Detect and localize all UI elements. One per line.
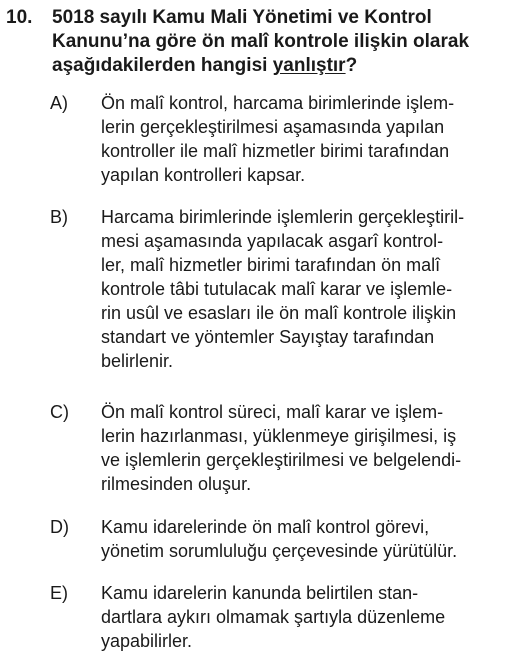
question-stem-text: aşağıdakilerden hangisi <box>52 55 273 76</box>
option-line: yönetim sorumluluğu çerçevesinde yürütülür. <box>101 541 458 561</box>
question-stem-line <box>52 54 512 78</box>
question-stem-line: 5018 sayılı Kamu Mali Yönetimi ve Kontrol <box>52 7 432 28</box>
option-letter: C) <box>50 402 69 422</box>
option-line: kontroller ile malî hizmetler birimi tarafından <box>101 141 450 161</box>
option-line: standart ve yöntemler Sayıştay tarafından <box>101 327 435 347</box>
option-line: lerin hazırlanması, yüklenmeye girişilmesi, iş <box>101 426 457 446</box>
option-line: belirlenir. <box>101 351 174 371</box>
option-letter: E) <box>50 583 68 603</box>
option-text <box>101 515 515 563</box>
question-stem-mark: ? <box>345 55 358 76</box>
option-letter: D) <box>50 517 69 537</box>
option-line: rin usûl ve esasları ile ön malî kontrole ilişkin <box>101 303 457 323</box>
question-stem-line: Kanunu’na göre ön malî kontrole ilişkin olarak <box>52 31 470 52</box>
option-line: rilmesinden oluşur. <box>101 474 252 494</box>
option-line: ve işlemlerin gerçekleştirilmesi ve belgelendi- <box>101 450 462 470</box>
option-text <box>101 205 515 373</box>
option-line: ler, malî hizmetler birimi tarafından ön malî <box>101 255 441 275</box>
option-line: dartlara aykırı olmamak şartıyla düzenleme <box>101 607 446 627</box>
option-line: Kamu idarelerin kanunda belirtilen stan- <box>101 583 419 603</box>
option-letter: A) <box>50 93 68 113</box>
option-text <box>101 400 515 496</box>
option-text <box>101 91 515 187</box>
option-letter: B) <box>50 207 68 227</box>
question-stem <box>52 6 512 78</box>
question-stem-emphasis: yanlıştır <box>272 55 346 76</box>
option-line: yapabilirler. <box>101 631 193 651</box>
option-line: lerin gerçekleştirilmesi aşamasında yapılan <box>101 117 445 137</box>
option-line: Harcama birimlerinde işlemlerin gerçekleştiril- <box>101 207 465 227</box>
option-line: Kamu idarelerinde ön malî kontrol görevi, <box>101 517 430 537</box>
option-line: kontrole tâbi tutulacak malî karar ve işlemle- <box>101 279 453 299</box>
question-number: 10. <box>6 7 33 28</box>
option-text <box>101 581 515 653</box>
option-line: Ön malî kontrol, harcama birimlerinde işlem- <box>101 93 455 113</box>
option-line: yapılan kontrolleri kapsar. <box>101 165 306 185</box>
option-line: Ön malî kontrol süreci, malî karar ve işlem- <box>101 402 444 422</box>
option-line: mesi aşamasında yapılacak asgarî kontrol- <box>101 231 444 251</box>
